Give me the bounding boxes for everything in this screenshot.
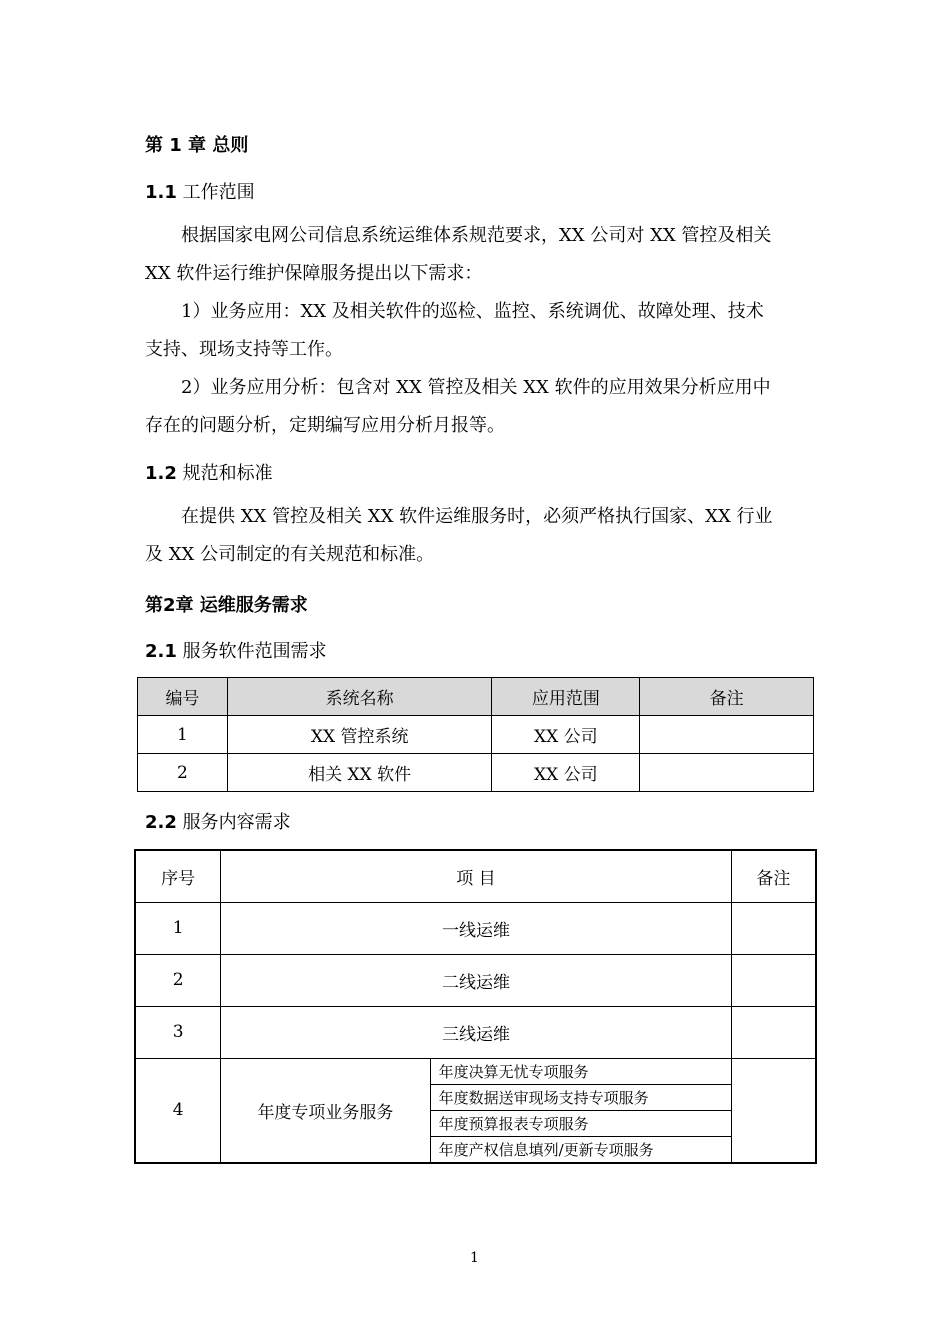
sub-item-cell: 年度预算报表专项服务 [430,1110,731,1136]
table-cell: XX 公司 [492,754,640,792]
software-scope-table [137,677,814,792]
column-header: 项 目 [221,850,731,902]
table-cell: 2 [135,954,221,1006]
column-header: 备注 [731,850,816,902]
table-cell [640,716,814,754]
column-header: 编号 [138,678,228,716]
sub-item-cell: 年度数据送审现场支持专项服务 [430,1084,731,1110]
paragraph-1-line2: XX 软件运行维护保障服务提出以下需求： [145,263,483,284]
column-header: 序号 [135,850,221,902]
chapter1-title: 第 1 章 总则 [145,135,249,156]
section-1-1-heading [145,178,255,204]
table-cell: XX 管控系统 [227,716,492,754]
section-2-2-heading [145,808,291,834]
table-cell: XX 公司 [492,716,640,754]
service-content-table [134,849,817,1164]
column-header: 备注 [640,678,814,716]
paragraph-3-line1: 2）业务应用分析：包含对 XX 管控及相关 XX 软件的应用效果分析应用中 [181,377,771,398]
table-row [135,902,816,954]
table-cell [731,1058,816,1163]
section-number: 2.1 [145,641,177,662]
table-cell: 相关 XX 软件 [227,754,492,792]
table-cell [731,1006,816,1058]
paragraph-4-line1: 在提供 XX 管控及相关 XX 软件运维服务时，必须严格执行国家、XX 行业 [181,506,773,527]
table-cell: 年度专项业务服务 [221,1058,430,1163]
table-cell: 二线运维 [221,954,731,1006]
table-row [135,954,816,1006]
paragraph-2-line2: 支持、现场支持等工作。 [145,339,343,360]
section-title: 工作范围 [182,182,255,203]
table-cell: 一线运维 [221,902,731,954]
paragraph-2-line1: 1）业务应用：XX 及相关软件的巡检、监控、系统调优、故障处理、技术 [181,301,764,322]
table-cell: 2 [138,754,228,792]
section-1-2-heading [145,459,273,485]
table-cell: 三线运维 [221,1006,731,1058]
table-cell: 1 [135,902,221,954]
column-header: 应用范围 [492,678,640,716]
table-row [135,1058,816,1084]
table-row [138,716,814,754]
sub-item-cell: 年度产权信息填列/更新专项服务 [430,1136,731,1163]
table-header-row [135,850,816,902]
table-row [135,1006,816,1058]
table-header-row [138,678,814,716]
section-number: 1.2 [145,463,177,484]
paragraph-1-line1: 根据国家电网公司信息系统运维体系规范要求，XX 公司对 XX 管控及相关 [181,225,772,246]
page-number: 1 [470,1250,479,1266]
section-title: 服务软件范围需求 [182,641,327,662]
table-cell: 1 [138,716,228,754]
column-header: 系统名称 [227,678,492,716]
table-cell [731,954,816,1006]
table-cell [640,754,814,792]
section-title: 规范和标准 [182,463,273,484]
section-title: 服务内容需求 [182,812,291,833]
table-cell: 4 [135,1058,221,1163]
paragraph-3-line2: 存在的问题分析，定期编写应用分析月报等。 [145,415,505,436]
paragraph-4-line2: 及 XX 公司制定的有关规范和标准。 [145,544,435,565]
section-number: 1.1 [145,182,177,203]
table-cell: 3 [135,1006,221,1058]
table-cell [731,902,816,954]
sub-item-cell: 年度决算无忧专项服务 [430,1058,731,1084]
section-2-1-heading [145,637,327,663]
table-row [138,754,814,792]
chapter2-title: 第2章 运维服务需求 [145,595,308,616]
section-number: 2.2 [145,812,177,833]
